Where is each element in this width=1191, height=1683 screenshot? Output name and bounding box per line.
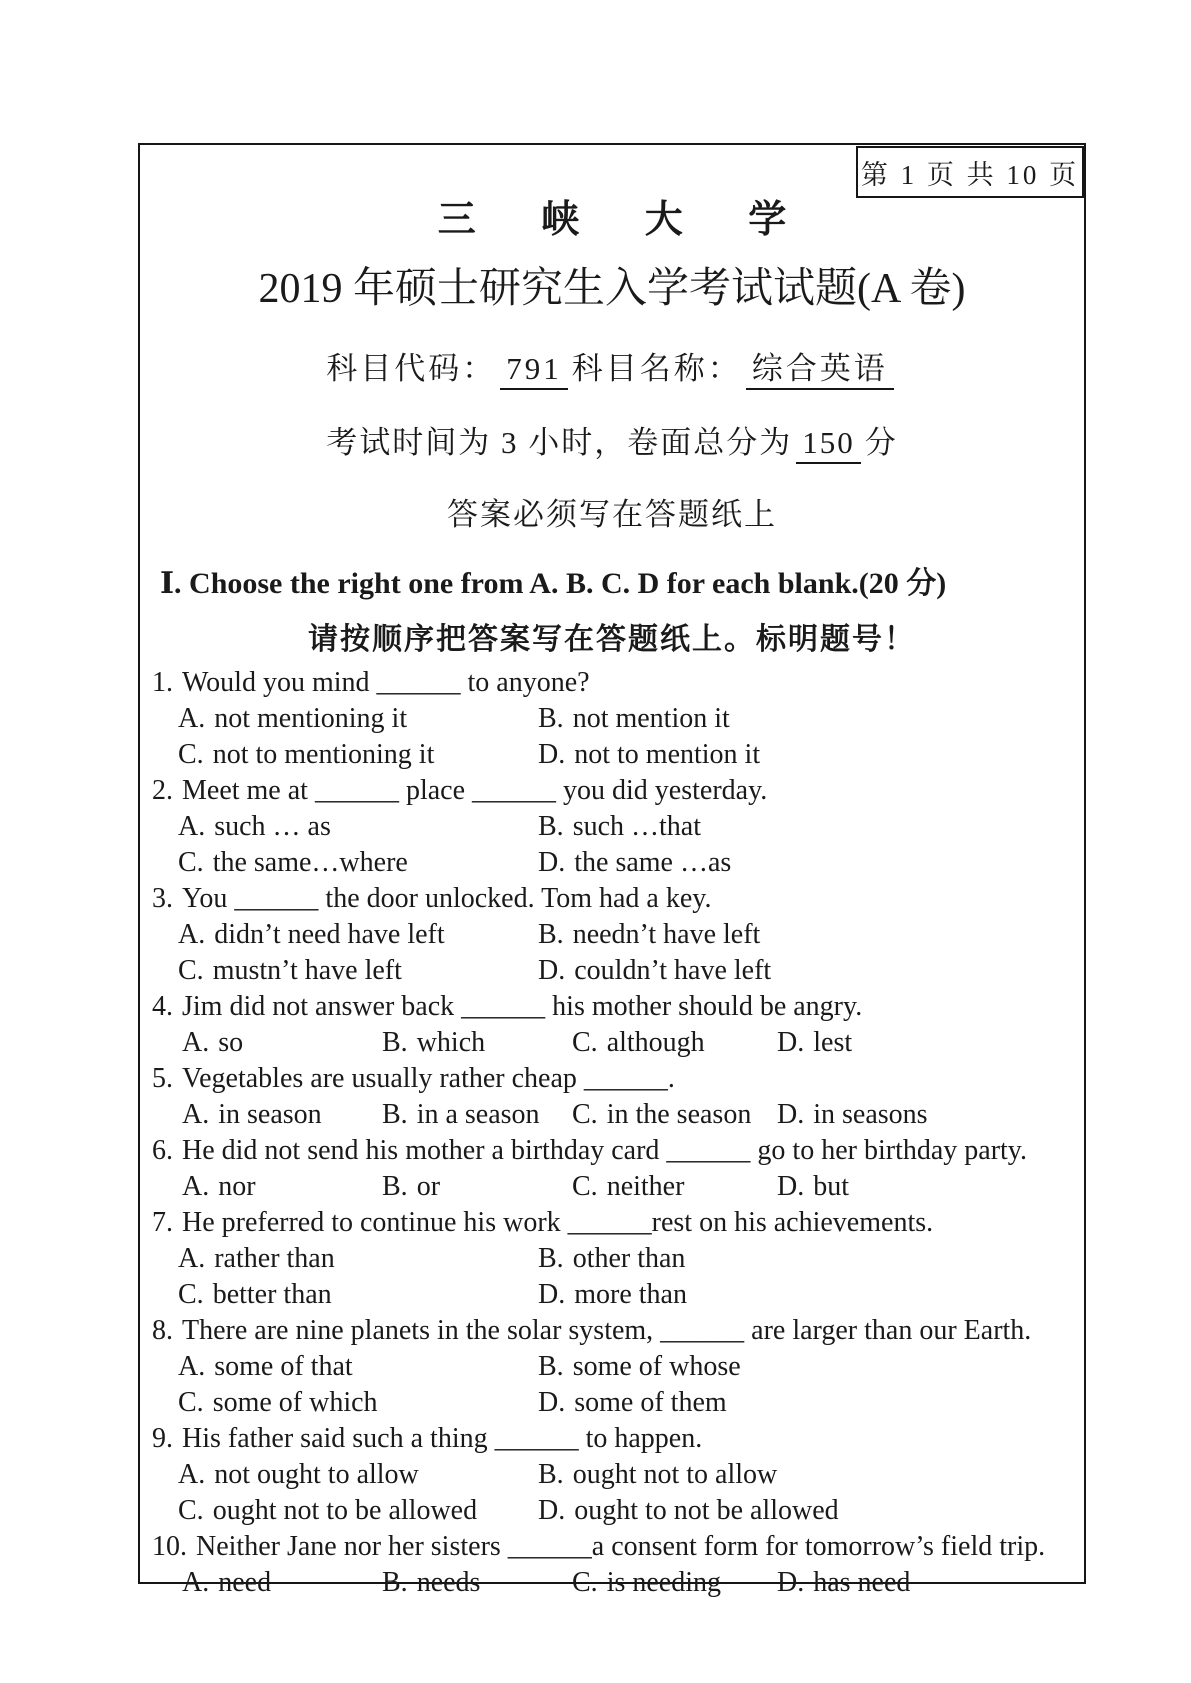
option-label: D.	[777, 1171, 805, 1203]
score-unit: 分	[864, 425, 898, 461]
option-label: D.	[538, 847, 566, 879]
option-text: more than	[574, 1279, 687, 1311]
option-label: A.	[182, 1567, 210, 1599]
option-text: needn’t have left	[572, 919, 761, 951]
question-text: You ______ the door unlocked. Tom had a key.	[182, 883, 712, 915]
question-text: There are nine planets in the solar system, ______ are larger than our Earth.	[182, 1315, 1032, 1347]
question-item	[152, 989, 1072, 1061]
option-text: not to mention it	[574, 739, 761, 771]
section-heading: Ⅰ. Choose the right one from A. B. C. D for each blank.(20 分)	[160, 567, 947, 601]
question-item	[152, 773, 1072, 881]
option-label: A.	[178, 919, 206, 951]
option-label: D.	[777, 1027, 805, 1059]
option-row	[152, 1241, 1072, 1313]
answer-option	[178, 1457, 538, 1493]
question-number: 5.	[152, 1063, 173, 1095]
option-text: not to mentioning it	[212, 739, 435, 771]
option-text: some of whose	[572, 1351, 741, 1383]
question-item	[152, 1061, 1072, 1133]
answer-note: 答案必须写在答题纸上	[447, 497, 777, 533]
subject-name-label: 科目名称：	[571, 351, 742, 387]
option-label: B.	[382, 1171, 408, 1203]
option-text: so	[218, 1027, 244, 1059]
answer-option	[178, 701, 538, 737]
question-text-line	[152, 665, 1072, 701]
total-score-value: 150	[796, 425, 861, 464]
option-label: C.	[178, 1495, 204, 1527]
option-label: B.	[382, 1567, 408, 1599]
option-label: C.	[178, 847, 204, 879]
answer-option	[777, 1169, 1072, 1205]
answer-option	[382, 1097, 572, 1133]
question-number: 3.	[152, 883, 173, 915]
answer-option	[178, 1349, 538, 1385]
option-label: D.	[777, 1099, 805, 1131]
section-instruction: 请按顺序把答案写在答题纸上。标明题号！	[308, 623, 916, 657]
question-text: Meet me at ______ place ______ you did yesterday.	[182, 775, 768, 807]
option-label: A.	[178, 1243, 206, 1275]
answer-option	[538, 1241, 1072, 1277]
option-text: such … as	[214, 811, 331, 843]
option-row	[152, 809, 1072, 881]
option-text: rather than	[214, 1243, 335, 1275]
exam-paper	[152, 185, 1072, 1601]
answer-option	[572, 1565, 777, 1601]
question-number: 8.	[152, 1315, 173, 1347]
option-row	[152, 1349, 1072, 1421]
question-item	[152, 1529, 1072, 1601]
question-item	[152, 1313, 1072, 1421]
option-text: the same…where	[212, 847, 408, 879]
question-text-line	[152, 881, 1072, 917]
option-label: B.	[538, 811, 564, 843]
answer-option	[538, 1277, 1072, 1313]
option-label: B.	[538, 703, 564, 735]
question-text: He preferred to continue his work ______rest on his achievements.	[182, 1207, 934, 1239]
option-label: A.	[178, 703, 206, 735]
option-label: A.	[178, 1351, 206, 1383]
option-text: is needing	[606, 1567, 721, 1599]
answer-option	[572, 1025, 777, 1061]
answer-option	[178, 737, 538, 773]
question-number: 9.	[152, 1423, 173, 1455]
option-row	[152, 1025, 1072, 1061]
option-text: some of them	[574, 1387, 727, 1419]
question-text: His father said such a thing ______ to happen.	[182, 1423, 703, 1455]
option-label: D.	[538, 739, 566, 771]
option-text: couldn’t have left	[574, 955, 772, 987]
answer-option	[777, 1025, 1072, 1061]
option-text: mustn’t have left	[212, 955, 402, 987]
answer-option	[178, 1277, 538, 1313]
answer-option	[182, 1025, 382, 1061]
question-text-line	[152, 1205, 1072, 1241]
answer-option	[182, 1565, 382, 1601]
question-number: 6.	[152, 1135, 173, 1167]
option-label: A.	[182, 1171, 210, 1203]
option-text: such …that	[572, 811, 701, 843]
university-title: 三 峡 大 学	[437, 199, 815, 241]
answer-option	[572, 1169, 777, 1205]
option-label: D.	[538, 1495, 566, 1527]
answer-option	[538, 1349, 1072, 1385]
answer-option	[178, 1385, 538, 1421]
option-text: neither	[606, 1171, 685, 1203]
option-label: C.	[178, 739, 204, 771]
question-list	[152, 665, 1072, 1601]
option-text: or	[416, 1171, 441, 1203]
option-text: ought not to allow	[572, 1459, 778, 1491]
question-text: Would you mind ______ to anyone?	[182, 667, 590, 699]
option-label: A.	[182, 1099, 210, 1131]
question-number: 10.	[152, 1531, 187, 1563]
answer-option	[178, 1241, 538, 1277]
answer-option	[382, 1565, 572, 1601]
option-text: other than	[572, 1243, 686, 1275]
option-text: some of which	[212, 1387, 378, 1419]
question-text: He did not send his mother a birthday card ______ go to her birthday party.	[182, 1135, 1027, 1167]
answer-option	[382, 1169, 572, 1205]
option-label: D.	[538, 1279, 566, 1311]
option-text: not mentioning it	[214, 703, 408, 735]
option-text: ought to not be allowed	[574, 1495, 839, 1527]
question-number: 7.	[152, 1207, 173, 1239]
option-label: B.	[382, 1027, 408, 1059]
question-text-line	[152, 1421, 1072, 1457]
question-item	[152, 665, 1072, 773]
answer-option	[538, 737, 1072, 773]
subject-code-label: 科目代码：	[326, 351, 497, 387]
option-label: A.	[178, 1459, 206, 1491]
option-row	[152, 1457, 1072, 1529]
option-label: A.	[178, 811, 206, 843]
option-label: C.	[572, 1171, 598, 1203]
option-text: ought not to be allowed	[212, 1495, 478, 1527]
answer-option	[182, 1169, 382, 1205]
question-text-line	[152, 1133, 1072, 1169]
answer-option	[538, 1385, 1072, 1421]
answer-option	[538, 1493, 1072, 1529]
option-row	[152, 1097, 1072, 1133]
option-row	[152, 1565, 1072, 1601]
option-row	[152, 1169, 1072, 1205]
question-item	[152, 1421, 1072, 1529]
question-text-line	[152, 1313, 1072, 1349]
option-text: need	[218, 1567, 272, 1599]
duration-line	[152, 417, 1072, 462]
option-label: D.	[538, 1387, 566, 1419]
answer-option	[178, 917, 538, 953]
option-label: C.	[572, 1099, 598, 1131]
option-text: in the season	[606, 1099, 752, 1131]
option-text: nor	[218, 1171, 256, 1203]
answer-option	[538, 809, 1072, 845]
answer-option	[572, 1097, 777, 1133]
option-label: B.	[538, 919, 564, 951]
question-item	[152, 1205, 1072, 1313]
question-number: 1.	[152, 667, 173, 699]
answer-option	[538, 845, 1072, 881]
option-text: not mention it	[572, 703, 730, 735]
option-text: some of that	[214, 1351, 353, 1383]
exam-title: 2019 年硕士研究生入学考试试题(A 卷)	[258, 266, 966, 312]
page-number-box	[856, 146, 1084, 198]
answer-option	[538, 917, 1072, 953]
duration-text: 考试时间为 3 小时，卷面总分为	[326, 425, 793, 461]
option-label: C.	[178, 1387, 204, 1419]
answer-option	[182, 1097, 382, 1133]
option-label: D.	[538, 955, 566, 987]
answer-option	[538, 953, 1072, 989]
option-text: not ought to allow	[214, 1459, 419, 1491]
option-text: which	[416, 1027, 486, 1059]
answer-option	[178, 1493, 538, 1529]
question-item	[152, 1133, 1072, 1205]
question-text-line	[152, 989, 1072, 1025]
answer-option	[538, 1457, 1072, 1493]
question-text: Vegetables are usually rather cheap ______.	[182, 1063, 675, 1095]
question-text-line	[152, 1061, 1072, 1097]
answer-option	[538, 701, 1072, 737]
option-label: D.	[777, 1567, 805, 1599]
option-text: in seasons	[813, 1099, 928, 1131]
option-text: better than	[212, 1279, 332, 1311]
option-text: didn’t need have left	[214, 919, 445, 951]
answer-option	[178, 809, 538, 845]
question-number: 4.	[152, 991, 173, 1023]
option-row	[152, 917, 1072, 989]
option-label: B.	[538, 1351, 564, 1383]
option-text: in a season	[416, 1099, 540, 1131]
answer-option	[382, 1025, 572, 1061]
option-label: C.	[178, 1279, 204, 1311]
option-text: lest	[813, 1027, 853, 1059]
option-label: C.	[178, 955, 204, 987]
subject-name-value: 综合英语	[746, 351, 894, 390]
question-number: 2.	[152, 775, 173, 807]
option-text: has need	[813, 1567, 911, 1599]
option-label: B.	[538, 1459, 564, 1491]
question-text: Jim did not answer back ______ his mother should be angry.	[182, 991, 863, 1023]
option-label: C.	[572, 1567, 598, 1599]
question-item	[152, 881, 1072, 989]
subject-line	[152, 343, 1072, 388]
answer-option	[178, 845, 538, 881]
question-text-line	[152, 1529, 1072, 1565]
answer-option	[777, 1565, 1072, 1601]
option-text: in season	[218, 1099, 322, 1131]
answer-option	[777, 1097, 1072, 1133]
subject-code-value: 791	[500, 351, 568, 390]
option-label: B.	[382, 1099, 408, 1131]
page-indicator: 第 1 页 共 10 页	[860, 159, 1080, 190]
answer-option	[178, 953, 538, 989]
question-text-line	[152, 773, 1072, 809]
option-text: needs	[416, 1567, 481, 1599]
option-text: the same …as	[574, 847, 732, 879]
option-text: but	[813, 1171, 850, 1203]
option-label: B.	[538, 1243, 564, 1275]
option-label: A.	[182, 1027, 210, 1059]
question-text: Neither Jane nor her sisters ______a consent form for tomorrow’s field trip.	[196, 1531, 1046, 1563]
option-text: although	[606, 1027, 705, 1059]
option-label: C.	[572, 1027, 598, 1059]
option-row	[152, 701, 1072, 773]
